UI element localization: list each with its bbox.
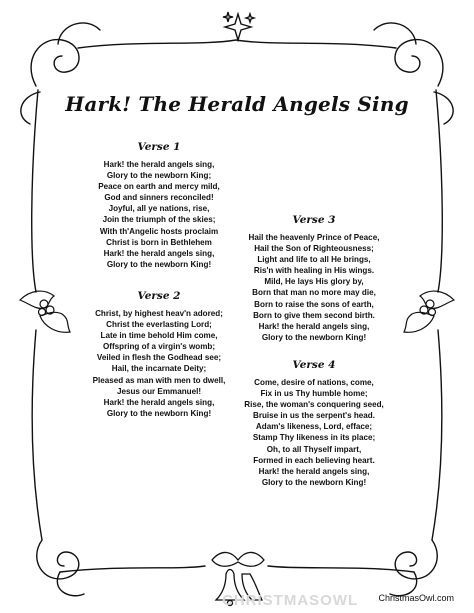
verse-line: Pleased as man with men to dwell,	[92, 375, 226, 385]
verse-line: Formed in each believing heart.	[253, 455, 375, 465]
verse-line: Bruise in us the serpent's head.	[252, 411, 375, 421]
verse-line: Hail the heavenly Prince of Peace,	[248, 233, 380, 242]
verse-line: Fix in us Thy humble home;	[260, 389, 368, 399]
verse-heading: Verse 3	[292, 214, 336, 226]
holly-right-icon	[404, 291, 454, 332]
verse-line: Hark! the herald angels sing,	[103, 248, 215, 258]
verse-block-1	[86, 140, 232, 270]
verse-heading: Verse 1	[137, 141, 181, 153]
verse-line: Christ is born in Bethlehem	[106, 237, 212, 247]
verse-heading: Verse 2	[137, 290, 181, 302]
verse-line: God and sinners reconciled!	[104, 193, 214, 203]
verse-line: Hark! the herald angels sing,	[258, 466, 370, 476]
verse-line: Born to raise the sons of earth,	[254, 299, 374, 309]
verse-line: Rise, the woman's conquering seed,	[244, 400, 384, 410]
verse-line: Peace on earth and mercy mild,	[98, 182, 220, 192]
verse-block-4	[238, 358, 390, 488]
verse-line: Oh, to all Thyself impart,	[266, 444, 362, 454]
verse-line: Hark! the herald angels sing,	[103, 160, 215, 169]
verse-line: Mild, He lays His glory by,	[264, 277, 364, 287]
verse-lines	[238, 377, 390, 488]
verse-block-3	[238, 213, 390, 343]
verse-line: With th'Angelic hosts proclaim	[99, 226, 219, 236]
verse-line: Glory to the newborn King!	[261, 477, 367, 487]
verse-line: Join the triumph of the skies;	[102, 215, 216, 225]
verse-line: Late in time behold Him come,	[100, 331, 218, 341]
verse-lines	[86, 308, 232, 419]
verse-line: Christ the everlasting Lord;	[106, 320, 212, 330]
page-title: Hark! The Herald Angels Sing	[65, 92, 409, 116]
verse-line: Hail the Son of Righteousness;	[254, 244, 374, 254]
verse-line: Come, desire of nations, come,	[254, 378, 374, 387]
verse-line: Glory to the newborn King!	[106, 259, 212, 269]
holly-left-icon	[20, 291, 70, 332]
verse-line: Christ, by highest heav'n adored;	[95, 309, 223, 318]
verse-line: Veiled in flesh the Godhead see;	[96, 353, 222, 363]
verse-line: Offspring of a virgin's womb;	[102, 342, 216, 352]
site-url[interactable]: ChristmasOwl.com	[378, 593, 454, 603]
verse-line: Glory to the newborn King!	[261, 332, 367, 342]
verse-lines	[86, 159, 232, 270]
verse-line: Light and life to all He brings,	[257, 255, 371, 265]
verse-line: Adam's likeness, Lord, efface;	[255, 422, 373, 432]
verse-block-2	[86, 289, 232, 419]
brand-watermark: CHRISTMASOWL	[222, 592, 359, 609]
verse-line: Ris'n with healing in His wings.	[253, 266, 375, 276]
verse-line: Glory to the newborn King;	[106, 171, 212, 181]
verse-line: Hark! the herald angels sing,	[103, 397, 215, 407]
verse-line: Jesus our Emmanuel!	[116, 386, 202, 396]
verse-line: Glory to the newborn King!	[106, 408, 212, 418]
verse-lines	[238, 232, 390, 343]
verse-line: Hail, the incarnate Deity;	[111, 364, 207, 374]
verse-line: Born that man no more may die,	[252, 288, 376, 298]
verse-heading: Verse 4	[292, 359, 336, 371]
verse-line: Hark! the herald angels sing,	[258, 321, 370, 331]
verse-line: Stamp Thy likeness in its place;	[252, 433, 376, 443]
verse-line: Born to give them second birth.	[253, 310, 375, 320]
verse-line: Joyful, all ye nations, rise,	[108, 204, 210, 214]
